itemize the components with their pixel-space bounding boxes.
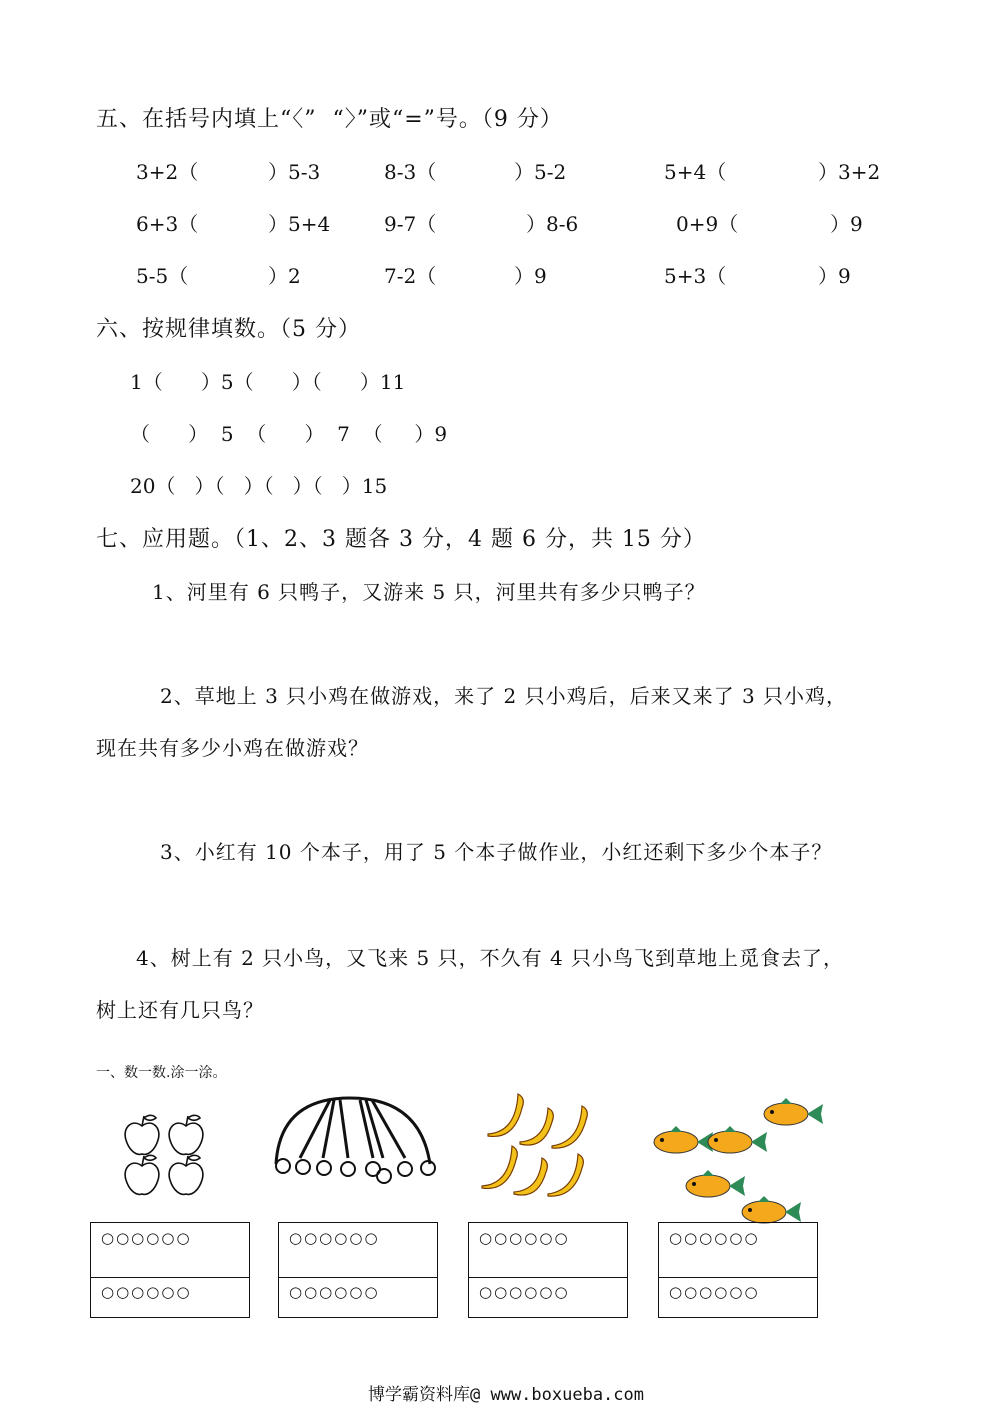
fish-icon — [654, 1126, 713, 1153]
answer-box — [90, 1222, 250, 1318]
coloring-circles[interactable]: ○○○○○○ — [669, 1229, 760, 1247]
fish-icon — [742, 1196, 801, 1223]
compare-right: ）9 — [514, 264, 547, 288]
compare-left: 0+9（ — [676, 212, 739, 236]
coloring-circles[interactable]: ○○○○○○ — [479, 1283, 570, 1301]
compare-right: ）3+2 — [818, 160, 881, 184]
footer-watermark: 博学霸资料库@ www.boxueba.com — [368, 1385, 644, 1405]
banana-icon — [482, 1094, 587, 1196]
apple-icon — [125, 1155, 159, 1194]
compare-right: ）2 — [268, 264, 301, 288]
answer-box — [468, 1222, 628, 1318]
compare-right: ）9 — [830, 212, 863, 236]
word-problem-2-line-2: 现在共有多少小鸡在做游戏？ — [96, 736, 369, 760]
compare-left: 5+3（ — [664, 264, 727, 288]
word-problem-4-line-2: 树上还有几只鸟？ — [96, 998, 264, 1022]
compare-right: ）5+4 — [268, 212, 331, 236]
ball-pendulum-icon — [276, 1098, 435, 1183]
word-problem-2-line-1: 2、草地上 3 只小鸡在做游戏，来了 2 只小鸡后，后来又来了 3 只小鸡， — [160, 684, 848, 708]
pattern-row: 1（ ）5（ ）（ ）11 — [130, 370, 406, 394]
section-1-title: 一、数一数.涂一涂。 — [96, 1065, 227, 1081]
coloring-circles[interactable]: ○○○○○○ — [289, 1283, 380, 1301]
answer-box — [658, 1222, 818, 1318]
counting-pictures — [0, 1090, 1000, 1230]
compare-left: 5+4（ — [664, 160, 727, 184]
section-5-title: 五、在括号内填上“〈” “〉”或“=”号。（9 分） — [96, 107, 563, 132]
coloring-circles[interactable]: ○○○○○○ — [101, 1283, 192, 1301]
compare-left: 8-3（ — [384, 160, 437, 184]
answer-box — [278, 1222, 438, 1318]
coloring-circles[interactable]: ○○○○○○ — [479, 1229, 570, 1247]
coloring-circles[interactable]: ○○○○○○ — [101, 1229, 192, 1247]
word-problem-3: 3、小红有 10 个本子，用了 5 个本子做作业，小红还剩下多少个本子？ — [160, 840, 833, 864]
fish-icon — [764, 1098, 823, 1125]
compare-right: ）8-6 — [526, 212, 579, 236]
compare-right: ）5-2 — [514, 160, 567, 184]
section-7-title: 七、应用题。（1、2、3 题各 3 分，4 题 6 分，共 15 分） — [96, 527, 706, 552]
apple-icon — [125, 1115, 159, 1154]
compare-left: 3+2（ — [136, 160, 199, 184]
compare-left: 9-7（ — [384, 212, 437, 236]
word-problem-4-line-1: 4、树上有 2 只小鸟，又飞来 5 只，不久有 4 只小鸟飞到草地上觅食去了， — [136, 946, 845, 970]
compare-right: ）9 — [818, 264, 851, 288]
coloring-circles[interactable]: ○○○○○○ — [669, 1283, 760, 1301]
fish-icon — [708, 1126, 767, 1153]
apple-icon — [169, 1115, 203, 1154]
section-6-title: 六、按规律填数。（5 分） — [96, 317, 361, 342]
compare-left: 7-2（ — [384, 264, 437, 288]
fish-icon — [686, 1170, 745, 1197]
word-problem-1: 1、河里有 6 只鸭子，又游来 5 只，河里共有多少只鸭子？ — [152, 580, 706, 604]
compare-left: 6+3（ — [136, 212, 199, 236]
apple-icon — [169, 1155, 203, 1194]
coloring-circles[interactable]: ○○○○○○ — [289, 1229, 380, 1247]
pattern-row: 20（ ）（ ）（ ）（ ）15 — [130, 474, 388, 498]
compare-left: 5-5（ — [136, 264, 189, 288]
compare-right: ）5-3 — [268, 160, 321, 184]
pattern-row: （ ） 5 （ ） 7 （ ）9 — [130, 422, 448, 446]
